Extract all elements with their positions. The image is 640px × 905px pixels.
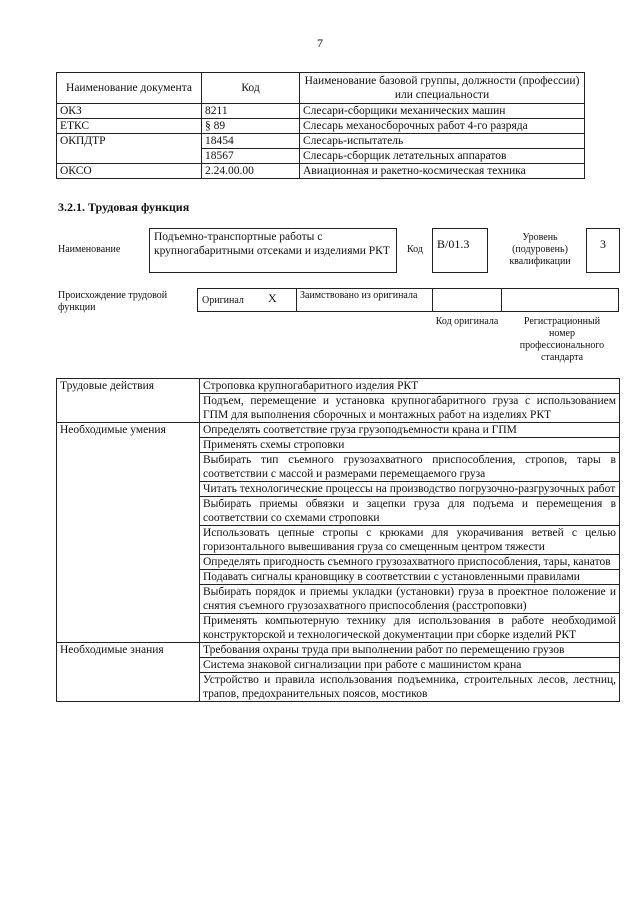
qualification-level: 3 [586, 228, 620, 273]
section-title: 3.2.1. Трудовая функция [58, 200, 190, 214]
code-original-label: Код оригинала [435, 316, 499, 327]
original-cell [197, 288, 297, 312]
reg-number-cell [501, 288, 619, 312]
skill-item: Выбирать порядок и приемы укладки (установки) груза в проектное положение и снятия съемного грузозахватного приспособления (расстроповки) [200, 585, 620, 614]
table-row [57, 134, 585, 149]
skill-item: Читать технологические процессы на производство погрузочно-разгрузочных работ [200, 482, 620, 497]
knowledge-item: Система знаковой сигнализации при работе с машинистом крана [200, 658, 620, 673]
skill-item: Определять пригодность съемного грузозахватного приспособления, тары, канатов [200, 555, 620, 570]
original-mark: X [268, 291, 277, 305]
skill-item: Выбирать тип съемного грузозахватного приспособления, стропов, тары в соответствии с массой и размерами перемещаемого груза [200, 453, 620, 482]
classification-header-row [57, 73, 585, 104]
classification-doc: ОКПДТР [57, 134, 202, 164]
classification-doc: ОКСО [57, 164, 202, 179]
skill-item: Применять компьютерную технику для использования в работе необходимой конструкторской и технологической документации при сборке изделий РКТ [200, 614, 620, 643]
function-code: B/01.3 [432, 228, 488, 273]
classification-doc: ЕТКС [57, 119, 202, 134]
code-original-cell [432, 288, 502, 312]
knowledge-label: Необходимые знания [57, 643, 200, 702]
classification-header-code: Код [202, 73, 300, 104]
classification-header-doc: Наименование документа [57, 73, 202, 104]
skill-item: Применять схемы строповки [200, 438, 620, 453]
labor-function-table [56, 378, 620, 702]
classification-group: Слесари-сборщики механических машин [300, 104, 585, 119]
classification-group: Слесарь механосборочных работ 4-го разряда [300, 119, 585, 134]
table-row [57, 643, 620, 658]
skills-label: Необходимые умения [57, 423, 200, 643]
reg-number-label: Регистрационный номер профессионального стандарта [519, 316, 605, 363]
classification-code: 18567 [202, 149, 300, 164]
skill-item: Определять соответствие груза грузоподъемности крана и ГПМ [200, 423, 620, 438]
action-item: Строповка крупногабаритного изделия РКТ [200, 379, 620, 394]
classification-code: 18454 [202, 134, 300, 149]
table-row [57, 379, 620, 394]
origin-label: Происхождение трудовой функции [58, 290, 168, 313]
table-row [57, 164, 585, 179]
classification-header-group: Наименование базовой группы, должности (профессии) или специальности [300, 73, 585, 104]
table-row [57, 104, 585, 119]
function-name: Подъемно-транспортные работы с крупногабаритными отсеками и изделиями РКТ [149, 228, 397, 273]
classification-doc: ОКЗ [57, 104, 202, 119]
skill-item: Использовать цепные стропы с крюками для укорачивания ветвей с целью горизонтального вывешивания груза со смещенным центром тяжести [200, 526, 620, 555]
table-row [57, 119, 585, 134]
classification-group: Слесарь-сборщик летательных аппаратов [300, 149, 585, 164]
qualification-level-label: Уровень (подуровень) квалификации [509, 232, 571, 267]
classification-group: Слесарь-испытатель [300, 134, 585, 149]
code-label: Код [407, 244, 423, 255]
function-name-label: Наименование [58, 244, 121, 255]
borrowed-label: Заимствовано из оригинала [296, 288, 433, 312]
table-row [57, 423, 620, 438]
original-label: Оригинал [202, 295, 244, 306]
classification-table [56, 72, 585, 179]
classification-code: 2.24.00.00 [202, 164, 300, 179]
page-number: 7 [317, 36, 323, 50]
classification-code: § 89 [202, 119, 300, 134]
classification-group: Авиационная и ракетно-космическая техника [300, 164, 585, 179]
actions-label: Трудовые действия [57, 379, 200, 423]
skill-item: Выбирать приемы обвязки и зацепки груза для подъема и перемещения в соответствии со схемами строповки [200, 497, 620, 526]
skill-item: Подавать сигналы крановщику в соответствии с установленными правилами [200, 570, 620, 585]
action-item: Подъем, перемещение и установка крупногабаритного груза с использованием ГПМ для выполнения сборочных и монтажных работ на изделиях РКТ [200, 394, 620, 423]
knowledge-item: Требования охраны труда при выполнении работ по перемещению грузов [200, 643, 620, 658]
knowledge-item: Устройство и правила использования подъемника, строительных лесов, лестниц, трапов, предохранительных поясов, мостиков [200, 673, 620, 702]
classification-code: 8211 [202, 104, 300, 119]
